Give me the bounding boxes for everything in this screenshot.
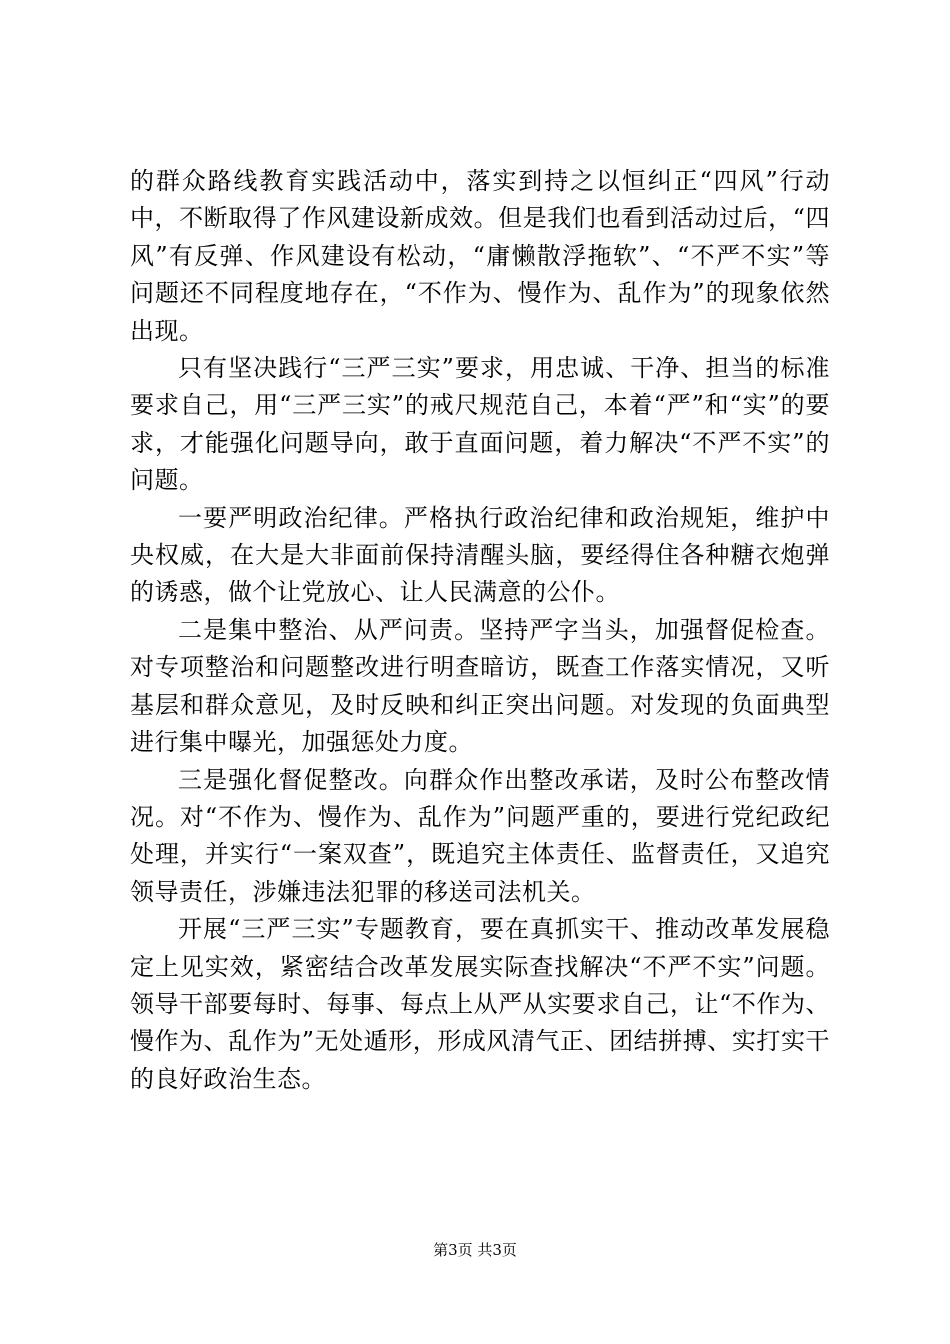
document-body [130, 163, 830, 1098]
paragraph-three-stricts-requirement: 只有坚决践行“三严三实”要求，用忠诚、干净、担当的标准要求自己，用“三严三实”的戒尺规范自己，本着“严”和“实”的要求，才能强化问题导向，敢于直面问题，着力解决“不严不实”的问题。 [130, 354, 830, 495]
paragraph-rectification-accountability: 二是集中整治、从严问责。坚持严字当头，加强督促检查。对专项整治和问题整改进行明查暗访，既查工作落实情况，又听基层和群众意见，及时反映和纠正突出问题。对发现的负面典型进行集中曝光，加强惩处力度。 [130, 615, 830, 757]
paragraph-continuation: 的群众路线教育实践活动中，落实到持之以恒纠正“四风”行动中，不断取得了作风建设新成效。但是我们也看到活动过后，“四风”有反弹、作风建设有松动，“庸懒散浮拖软”、“不严不实”等问题还不同程度地存在，“不作为、慢作为、乱作为”的现象依然出现。 [130, 167, 830, 345]
page-number-footer: 第3页 共3页 [433, 1241, 517, 1259]
paragraph-supervision-rectification: 三是强化督促整改。向群众作出整改承诺，及时公布整改情况。对“不作为、慢作为、乱作为”问题严重的，要进行党纪政纪处理，并实行“一案双查”，既追究主体责任、监督责任，又追究领导责任，涉嫌违法犯罪的移送司法机关。 [130, 765, 830, 906]
paragraph-conclusion: 开展“三严三实”专题教育，要在真抓实干、推动改革发展稳定上见实效，紧密结合改革发展实际查找解决“不严不实”问题。领导干部要每时、每事、每点上从严从实要求自己，让“不作为、慢作为、乱作为”无处遁形，形成风清气正、团结拼搏、实打实干的良好政治生态。 [130, 915, 830, 1093]
paragraph-political-discipline: 一要严明政治纪律。严格执行政治纪律和政治规矩，维护中央权威，在大是大非面前保持清醒头脑，要经得住各种糖衣炮弹的诱惑，做个让党放心、让人民满意的公仆。 [130, 503, 830, 607]
